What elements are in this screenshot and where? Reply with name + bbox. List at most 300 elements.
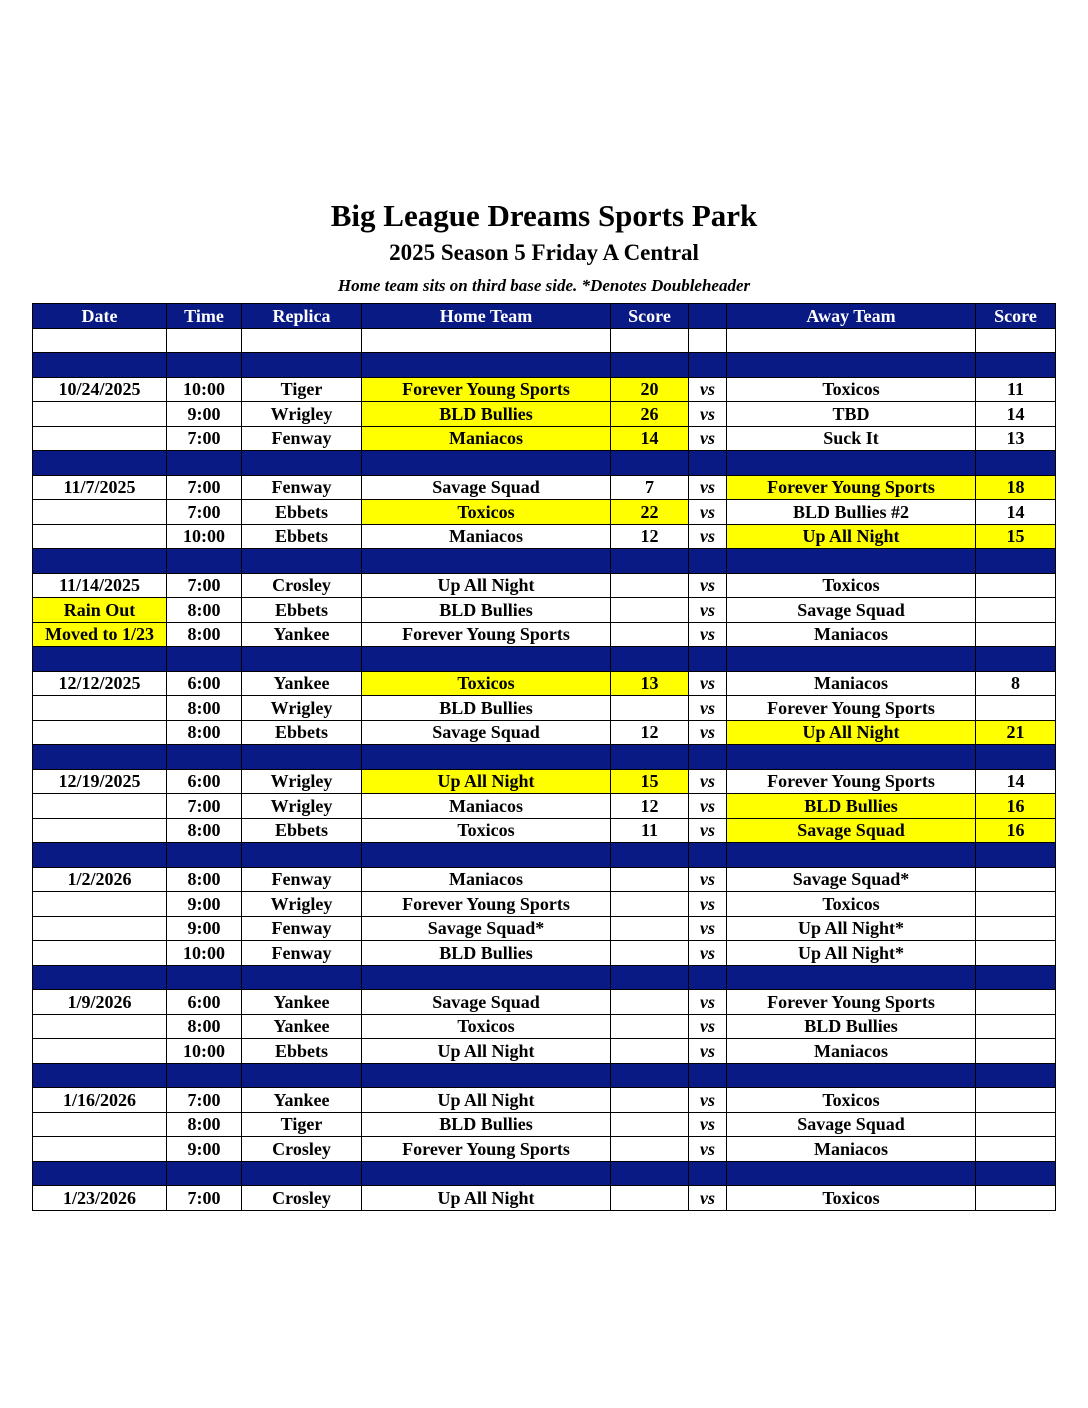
home-team-cell (362, 647, 611, 672)
home-score-cell (611, 1088, 689, 1113)
home-team-cell: Savage Squad* (362, 916, 611, 941)
time-cell (167, 353, 242, 378)
week-separator-row (33, 843, 1056, 868)
vs-cell: vs (689, 818, 727, 843)
date-cell (33, 549, 167, 574)
home-team-cell: BLD Bullies (362, 1112, 611, 1137)
away-score-cell (976, 328, 1056, 353)
date-cell: 1/16/2026 (33, 1088, 167, 1113)
home-team-cell: Toxicos (362, 671, 611, 696)
home-score-cell (611, 1137, 689, 1162)
game-row (33, 1137, 1056, 1162)
away-score-cell (976, 696, 1056, 721)
vs-cell: vs (689, 671, 727, 696)
away-team-cell: Maniacos (727, 622, 976, 647)
date-cell (33, 402, 167, 427)
date-cell (33, 524, 167, 549)
away-score-cell (976, 916, 1056, 941)
home-score-cell (611, 843, 689, 868)
vs-cell: vs (689, 1088, 727, 1113)
away-score-cell (976, 843, 1056, 868)
replica-cell: Fenway (242, 941, 362, 966)
time-cell: 7:00 (167, 475, 242, 500)
away-score-cell (976, 598, 1056, 623)
col-header-away-score: Score (976, 304, 1056, 329)
home-score-cell (611, 328, 689, 353)
away-score-cell (976, 1161, 1056, 1186)
home-score-cell: 12 (611, 524, 689, 549)
game-row (33, 720, 1056, 745)
away-team-cell: Savage Squad (727, 818, 976, 843)
time-cell: 8:00 (167, 818, 242, 843)
date-cell: 12/19/2025 (33, 769, 167, 794)
time-cell: 7:00 (167, 794, 242, 819)
replica-cell: Crosley (242, 573, 362, 598)
vs-cell (689, 353, 727, 378)
time-cell: 6:00 (167, 990, 242, 1015)
week-separator-row (33, 745, 1056, 770)
col-header-vs (689, 304, 727, 329)
away-score-cell: 16 (976, 794, 1056, 819)
home-team-cell: BLD Bullies (362, 598, 611, 623)
date-cell (33, 1161, 167, 1186)
time-cell: 8:00 (167, 622, 242, 647)
away-team-cell: Up All Night* (727, 916, 976, 941)
away-team-cell: Forever Young Sports (727, 475, 976, 500)
away-score-cell (976, 1039, 1056, 1064)
home-team-cell (362, 451, 611, 476)
schedule-body (33, 328, 1056, 1210)
away-score-cell (976, 965, 1056, 990)
time-cell (167, 745, 242, 770)
replica-cell: Wrigley (242, 696, 362, 721)
game-row (33, 916, 1056, 941)
home-team-cell: Forever Young Sports (362, 1137, 611, 1162)
away-team-cell: Toxicos (727, 892, 976, 917)
date-cell: Moved to 1/23 (33, 622, 167, 647)
game-row (33, 377, 1056, 402)
time-cell: 8:00 (167, 1014, 242, 1039)
vs-cell: vs (689, 867, 727, 892)
home-score-cell: 12 (611, 794, 689, 819)
header-row (33, 304, 1056, 329)
home-team-cell: BLD Bullies (362, 402, 611, 427)
time-cell: 10:00 (167, 941, 242, 966)
away-score-cell (976, 1112, 1056, 1137)
week-separator-row (33, 647, 1056, 672)
vs-cell (689, 1161, 727, 1186)
replica-cell: Yankee (242, 990, 362, 1015)
home-score-cell (611, 1186, 689, 1211)
col-header-home-team: Home Team (362, 304, 611, 329)
away-team-cell: Forever Young Sports (727, 769, 976, 794)
game-row (33, 1112, 1056, 1137)
replica-cell: Ebbets (242, 598, 362, 623)
date-cell: 1/2/2026 (33, 867, 167, 892)
week-separator-row (33, 549, 1056, 574)
home-team-cell (362, 353, 611, 378)
home-score-cell: 20 (611, 377, 689, 402)
home-score-cell (611, 451, 689, 476)
date-cell (33, 916, 167, 941)
date-cell (33, 794, 167, 819)
replica-cell: Wrigley (242, 402, 362, 427)
home-team-cell: BLD Bullies (362, 696, 611, 721)
away-score-cell (976, 451, 1056, 476)
home-team-cell: Forever Young Sports (362, 377, 611, 402)
vs-cell (689, 647, 727, 672)
home-score-cell (611, 745, 689, 770)
away-team-cell (727, 745, 976, 770)
home-score-cell (611, 1112, 689, 1137)
home-team-cell: Maniacos (362, 794, 611, 819)
replica-cell: Yankee (242, 1088, 362, 1113)
time-cell: 7:00 (167, 500, 242, 525)
vs-cell: vs (689, 426, 727, 451)
time-cell: 6:00 (167, 671, 242, 696)
game-row (33, 1014, 1056, 1039)
away-team-cell: Toxicos (727, 1088, 976, 1113)
time-cell (167, 451, 242, 476)
vs-cell: vs (689, 892, 727, 917)
vs-cell: vs (689, 622, 727, 647)
time-cell: 8:00 (167, 696, 242, 721)
away-team-cell: BLD Bullies (727, 794, 976, 819)
game-row (33, 867, 1056, 892)
replica-cell (242, 1161, 362, 1186)
away-team-cell: Maniacos (727, 671, 976, 696)
away-score-cell (976, 573, 1056, 598)
time-cell: 8:00 (167, 598, 242, 623)
away-team-cell: Savage Squad (727, 598, 976, 623)
date-cell (33, 892, 167, 917)
home-team-cell: Savage Squad (362, 475, 611, 500)
date-cell (33, 451, 167, 476)
home-team-cell: Up All Night (362, 769, 611, 794)
away-score-cell: 18 (976, 475, 1056, 500)
away-team-cell: Forever Young Sports (727, 696, 976, 721)
home-team-cell (362, 1161, 611, 1186)
away-score-cell (976, 353, 1056, 378)
date-cell: 11/14/2025 (33, 573, 167, 598)
game-row (33, 671, 1056, 696)
away-team-cell: BLD Bullies #2 (727, 500, 976, 525)
away-score-cell: 16 (976, 818, 1056, 843)
page-title: Big League Dreams Sports Park (330, 198, 758, 233)
replica-cell: Fenway (242, 475, 362, 500)
home-score-cell: 12 (611, 720, 689, 745)
home-team-cell (362, 965, 611, 990)
game-row (33, 818, 1056, 843)
time-cell (167, 549, 242, 574)
game-row (33, 696, 1056, 721)
away-team-cell: Savage Squad (727, 1112, 976, 1137)
away-score-cell: 21 (976, 720, 1056, 745)
home-score-cell: 7 (611, 475, 689, 500)
time-cell: 6:00 (167, 769, 242, 794)
game-row (33, 475, 1056, 500)
date-cell (33, 745, 167, 770)
away-score-cell: 15 (976, 524, 1056, 549)
time-cell: 7:00 (167, 573, 242, 598)
week-separator-row (33, 1063, 1056, 1088)
home-team-cell (362, 745, 611, 770)
home-team-cell: Savage Squad (362, 720, 611, 745)
away-score-cell: 13 (976, 426, 1056, 451)
away-team-cell (727, 549, 976, 574)
time-cell: 9:00 (167, 402, 242, 427)
home-score-cell (611, 353, 689, 378)
date-cell: 1/23/2026 (33, 1186, 167, 1211)
week-separator-row (33, 1161, 1056, 1186)
replica-cell (242, 647, 362, 672)
vs-cell: vs (689, 794, 727, 819)
home-team-cell: Toxicos (362, 1014, 611, 1039)
home-team-cell: Maniacos (362, 867, 611, 892)
page-note: Home team sits on third base side. *Denotes Doubleheader (337, 276, 751, 295)
vs-cell: vs (689, 573, 727, 598)
page-subtitle: 2025 Season 5 Friday A Central (389, 240, 699, 265)
time-cell: 7:00 (167, 1088, 242, 1113)
home-score-cell (611, 1014, 689, 1039)
away-score-cell (976, 745, 1056, 770)
time-cell: 9:00 (167, 892, 242, 917)
time-cell: 7:00 (167, 426, 242, 451)
home-team-cell: BLD Bullies (362, 941, 611, 966)
away-team-cell (727, 1063, 976, 1088)
replica-cell: Yankee (242, 622, 362, 647)
replica-cell (242, 843, 362, 868)
away-score-cell (976, 622, 1056, 647)
date-cell (33, 1112, 167, 1137)
date-cell (33, 720, 167, 745)
home-team-cell (362, 1063, 611, 1088)
game-row (33, 941, 1056, 966)
game-row (33, 990, 1056, 1015)
replica-cell (242, 965, 362, 990)
home-score-cell (611, 573, 689, 598)
replica-cell: Ebbets (242, 1039, 362, 1064)
away-score-cell (976, 1137, 1056, 1162)
vs-cell: vs (689, 1112, 727, 1137)
away-team-cell (727, 647, 976, 672)
home-score-cell: 13 (611, 671, 689, 696)
vs-cell: vs (689, 402, 727, 427)
date-cell: 1/9/2026 (33, 990, 167, 1015)
date-cell (33, 647, 167, 672)
home-score-cell (611, 867, 689, 892)
replica-cell (242, 451, 362, 476)
time-cell (167, 965, 242, 990)
vs-cell: vs (689, 377, 727, 402)
game-row (33, 500, 1056, 525)
date-cell (33, 426, 167, 451)
date-cell (33, 1039, 167, 1064)
col-header-date: Date (33, 304, 167, 329)
vs-cell: vs (689, 500, 727, 525)
home-team-cell: Maniacos (362, 524, 611, 549)
home-team-cell (362, 549, 611, 574)
home-team-cell: Up All Night (362, 1088, 611, 1113)
replica-cell: Fenway (242, 426, 362, 451)
game-row (33, 426, 1056, 451)
replica-cell: Ebbets (242, 500, 362, 525)
away-score-cell: 8 (976, 671, 1056, 696)
date-cell: 12/12/2025 (33, 671, 167, 696)
col-header-replica: Replica (242, 304, 362, 329)
home-score-cell: 11 (611, 818, 689, 843)
home-team-cell: Up All Night (362, 573, 611, 598)
date-cell (33, 965, 167, 990)
home-score-cell (611, 892, 689, 917)
vs-cell (689, 1063, 727, 1088)
home-score-cell: 26 (611, 402, 689, 427)
home-score-cell: 14 (611, 426, 689, 451)
vs-cell: vs (689, 916, 727, 941)
replica-cell: Wrigley (242, 769, 362, 794)
home-team-cell (362, 843, 611, 868)
time-cell (167, 1063, 242, 1088)
away-score-cell (976, 1063, 1056, 1088)
away-team-cell: Up All Night (727, 720, 976, 745)
replica-cell: Wrigley (242, 794, 362, 819)
away-score-cell: 14 (976, 402, 1056, 427)
home-team-cell: Forever Young Sports (362, 622, 611, 647)
game-row (33, 598, 1056, 623)
week-separator-row (33, 965, 1056, 990)
away-score-cell (976, 1014, 1056, 1039)
away-score-cell (976, 867, 1056, 892)
home-score-cell: 15 (611, 769, 689, 794)
time-cell (167, 328, 242, 353)
away-team-cell (727, 965, 976, 990)
home-score-cell (611, 941, 689, 966)
home-score-cell: 22 (611, 500, 689, 525)
away-score-cell: 11 (976, 377, 1056, 402)
vs-cell: vs (689, 720, 727, 745)
game-row (33, 1039, 1056, 1064)
home-score-cell (611, 598, 689, 623)
vs-cell (689, 965, 727, 990)
replica-cell (242, 353, 362, 378)
home-score-cell (611, 549, 689, 574)
replica-cell: Yankee (242, 1014, 362, 1039)
vs-cell: vs (689, 475, 727, 500)
home-team-cell: Toxicos (362, 500, 611, 525)
date-cell (33, 1014, 167, 1039)
replica-cell: Crosley (242, 1186, 362, 1211)
blank-row (33, 328, 1056, 353)
replica-cell: Tiger (242, 377, 362, 402)
date-cell (33, 1137, 167, 1162)
away-team-cell: Suck It (727, 426, 976, 451)
home-score-cell (611, 990, 689, 1015)
away-team-cell: Savage Squad* (727, 867, 976, 892)
replica-cell: Crosley (242, 1137, 362, 1162)
away-team-cell: Up All Night* (727, 941, 976, 966)
away-team-cell: TBD (727, 402, 976, 427)
home-team-cell: Up All Night (362, 1186, 611, 1211)
game-row (33, 573, 1056, 598)
away-score-cell (976, 892, 1056, 917)
replica-cell: Ebbets (242, 524, 362, 549)
away-team-cell (727, 328, 976, 353)
away-score-cell (976, 990, 1056, 1015)
time-cell (167, 843, 242, 868)
away-score-cell: 14 (976, 769, 1056, 794)
game-row (33, 622, 1056, 647)
date-cell (33, 353, 167, 378)
time-cell: 7:00 (167, 1186, 242, 1211)
home-team-cell (362, 328, 611, 353)
col-header-home-score: Score (611, 304, 689, 329)
date-cell (33, 500, 167, 525)
away-team-cell (727, 1161, 976, 1186)
home-team-cell: Forever Young Sports (362, 892, 611, 917)
vs-cell (689, 328, 727, 353)
replica-cell: Fenway (242, 867, 362, 892)
date-cell: 10/24/2025 (33, 377, 167, 402)
away-score-cell (976, 647, 1056, 672)
home-team-cell: Up All Night (362, 1039, 611, 1064)
replica-cell: Tiger (242, 1112, 362, 1137)
vs-cell: vs (689, 1014, 727, 1039)
date-cell: Rain Out (33, 598, 167, 623)
col-header-away-team: Away Team (727, 304, 976, 329)
date-cell (33, 696, 167, 721)
vs-cell (689, 843, 727, 868)
week-separator-row (33, 353, 1056, 378)
replica-cell: Fenway (242, 916, 362, 941)
away-team-cell: Up All Night (727, 524, 976, 549)
away-score-cell (976, 941, 1056, 966)
game-row (33, 769, 1056, 794)
home-score-cell (611, 1039, 689, 1064)
replica-cell: Ebbets (242, 818, 362, 843)
replica-cell (242, 549, 362, 574)
game-row (33, 892, 1056, 917)
vs-cell: vs (689, 598, 727, 623)
time-cell (167, 647, 242, 672)
away-score-cell (976, 1088, 1056, 1113)
away-team-cell: BLD Bullies (727, 1014, 976, 1039)
time-cell: 9:00 (167, 1137, 242, 1162)
game-row (33, 524, 1056, 549)
vs-cell (689, 549, 727, 574)
game-row (33, 1186, 1056, 1211)
time-cell: 8:00 (167, 1112, 242, 1137)
home-team-cell: Savage Squad (362, 990, 611, 1015)
date-cell (33, 328, 167, 353)
away-team-cell: Toxicos (727, 377, 976, 402)
replica-cell (242, 328, 362, 353)
date-cell (33, 818, 167, 843)
vs-cell: vs (689, 1186, 727, 1211)
home-score-cell (611, 696, 689, 721)
time-cell: 10:00 (167, 1039, 242, 1064)
vs-cell: vs (689, 990, 727, 1015)
home-team-cell: Toxicos (362, 818, 611, 843)
time-cell: 8:00 (167, 720, 242, 745)
home-score-cell (611, 916, 689, 941)
vs-cell: vs (689, 1039, 727, 1064)
col-header-time: Time (167, 304, 242, 329)
away-team-cell: Forever Young Sports (727, 990, 976, 1015)
away-team-cell (727, 843, 976, 868)
date-cell (33, 941, 167, 966)
away-team-cell: Toxicos (727, 1186, 976, 1211)
replica-cell (242, 1063, 362, 1088)
